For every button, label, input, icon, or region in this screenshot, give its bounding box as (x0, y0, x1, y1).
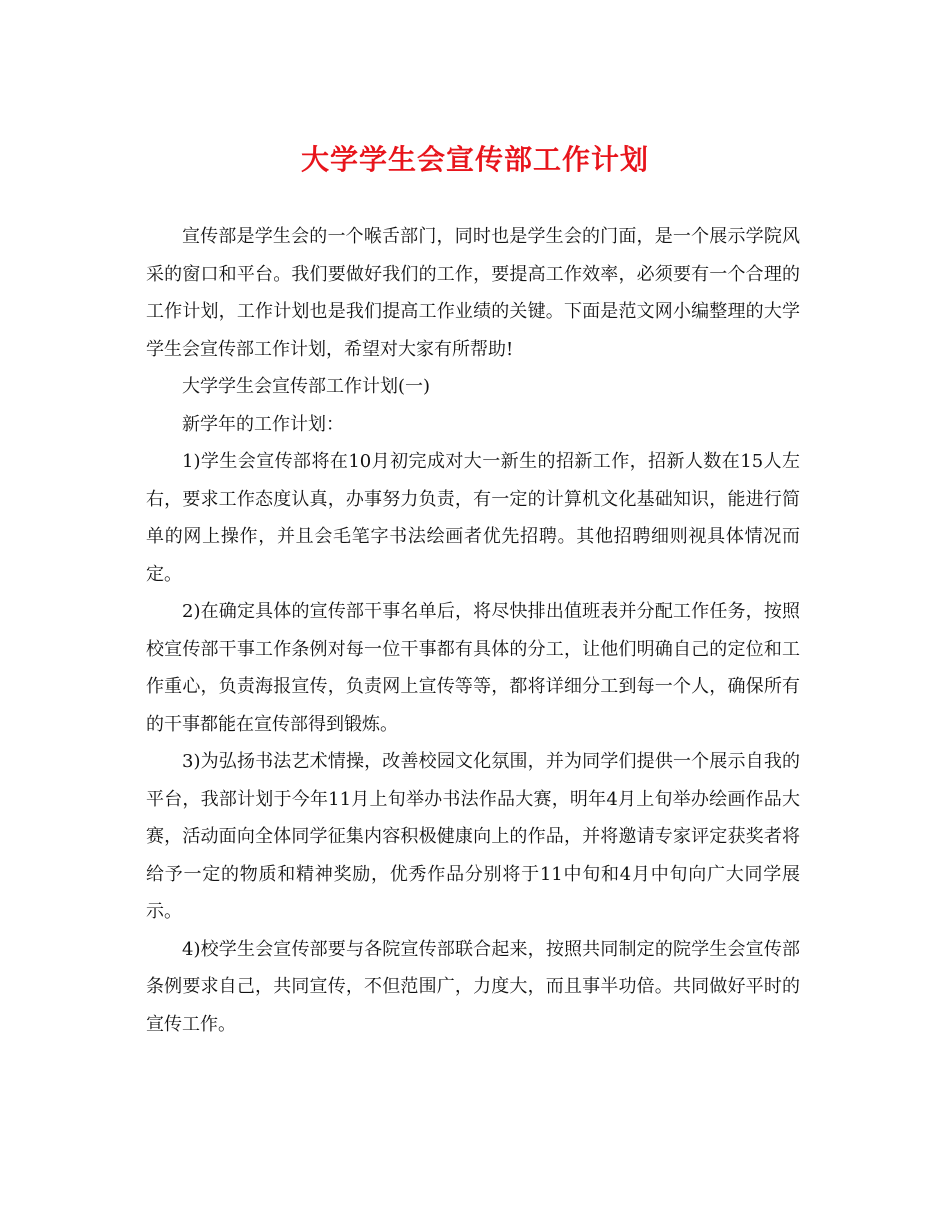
plan-item-3: 3)为弘扬书法艺术情操，改善校园文化氛围，并为同学们提供一个展示自我的平台，我部计划于今年11月上旬举办书法作品大赛，明年4月上旬举办绘画作品大赛，活动面向全体同学征集内容积极健康向上的作品，并将邀请专家评定获奖者将给予一定的物质和精神奖励，优秀作品分别将于11中旬和4月中旬向广大同学展示。 (146, 751, 800, 922)
plan-subheading: 新学年的工作计划： (182, 413, 344, 435)
document-title: 大学学生会宣传部工作计划 (300, 143, 649, 176)
intro-paragraph: 宣传部是学生会的一个喉舌部门，同时也是学生会的门面，是一个展示学院风采的窗口和平台。我们要做好我们的工作，要提高工作效率，必须要有一个合理的工作计划，工作计划也是我们提高工作业绩的关键。下面是范文网小编整理的大学学生会宣传部工作计划，希望对大家有所帮助! (146, 226, 800, 360)
plan-item-2: 2)在确定具体的宣传部干事名单后，将尽快排出值班表并分配工作任务，按照校宣传部干事工作条例对每一位干事都有具体的分工，让他们明确自己的定位和工作重心，负责海报宣传，负责网上宣传等等，都将详细分工到每一个人，确保所有的干事都能在宣传部得到锻炼。 (146, 601, 800, 735)
document-body (146, 218, 800, 1043)
section-heading: 大学学生会宣传部工作计划(一) (182, 376, 431, 397)
plan-item-1: 1)学生会宣传部将在10月初完成对大一新生的招新工作，招新人数在15人左右，要求工作态度认真，办事努力负责，有一定的计算机文化基础知识，能进行简单的网上操作，并且会毛笔字书法绘画者优先招聘。其他招聘细则视具体情况而定。 (146, 451, 800, 585)
plan-item-4: 4)校学生会宣传部要与各院宣传部联合起来，按照共同制定的院学生会宣传部条例要求自己，共同宣传，不但范围广，力度大，而且事半功倍。共同做好平时的宣传工作。 (146, 938, 800, 1035)
